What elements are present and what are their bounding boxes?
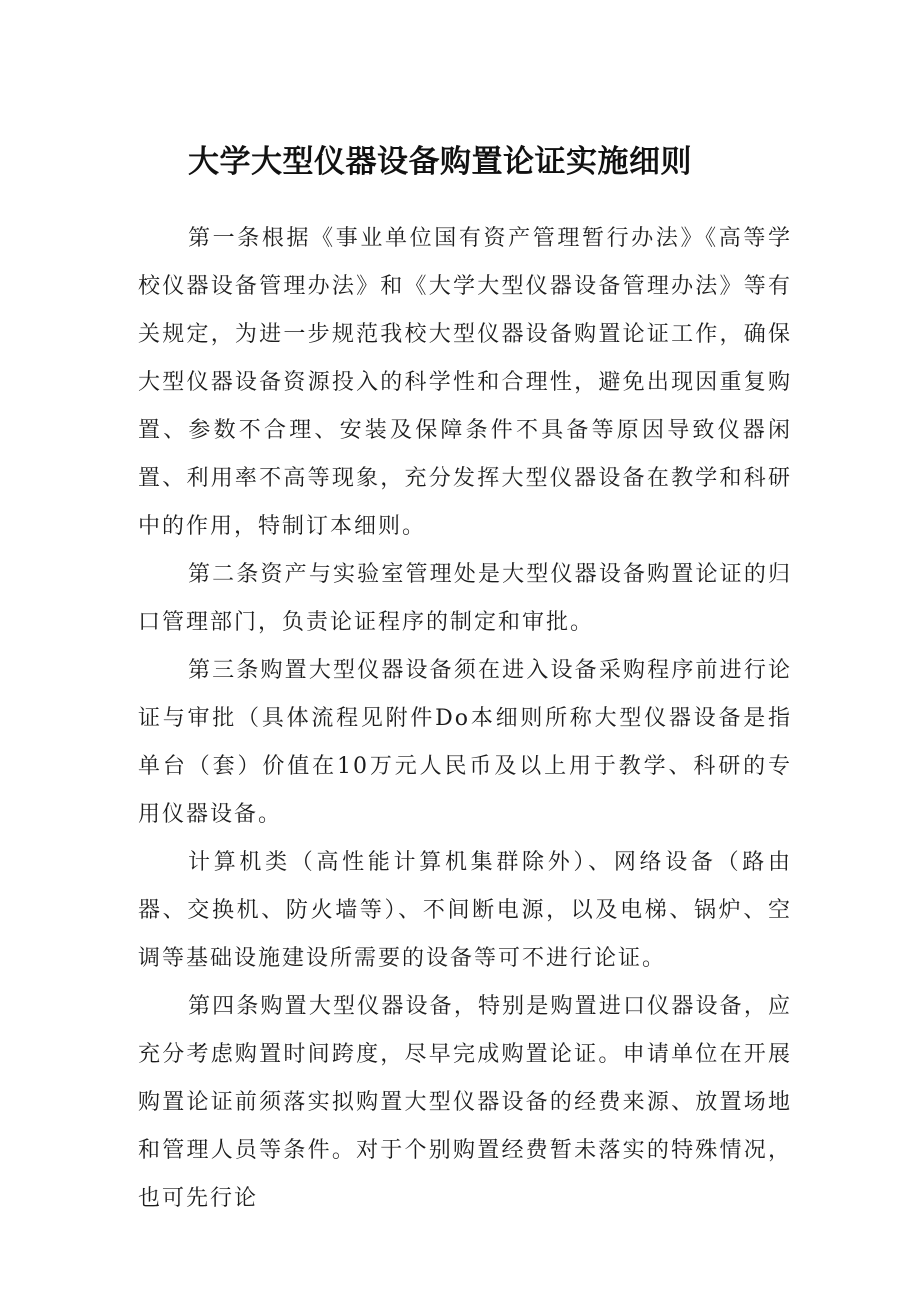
paragraph-exemptions: 计算机类（高性能计算机集群除外）、网络设备（路由器、交换机、防火墙等）、不间断电源，以及电梯、锅炉、空调等基础设施建设所需要的设备等可不进行论证。 [138, 850, 792, 971]
document-body [138, 215, 792, 1223]
paragraph-article-4: 第四条购置大型仪器设备，特别是购置进口仪器设备，应充分考虑购置时间跨度，尽早完成购置论证。申请单位在开展购置论证前须落实拟购置大型仪器设备的经费来源、放置场地和管理人员等条件。对于个别购置经费暂未落实的特殊情况，也可先行论 [138, 994, 792, 1211]
paragraph-article-2: 第二条资产与实验室管理处是大型仪器设备购置论证的归口管理部门，负责论证程序的制定和审批。 [138, 562, 792, 635]
paragraph-article-3: 第三条购置大型仪器设备须在进入设备采购程序前进行论证与审批（具体流程见附件Do本细则所称大型仪器设备是指单台（套）价值在10万元人民币及以上用于教学、科研的专用仪器设备。 [138, 658, 792, 827]
document-title: 大学大型仪器设备购置论证实施细则 [188, 144, 692, 180]
paragraph-article-1: 第一条根据《事业单位国有资产管理暂行办法》《高等学校仪器设备管理办法》和《大学大型仪器设备管理办法》等有关规定，为进一步规范我校大型仪器设备购置论证工作，确保大型仪器设备资源投入的科学性和合理性，避免出现因重复购置、参数不合理、安装及保障条件不具备等原因导致仪器闲置、利用率不高等现象，充分发挥大型仪器设备在教学和科研中的作用，特制订本细则。 [138, 226, 792, 539]
